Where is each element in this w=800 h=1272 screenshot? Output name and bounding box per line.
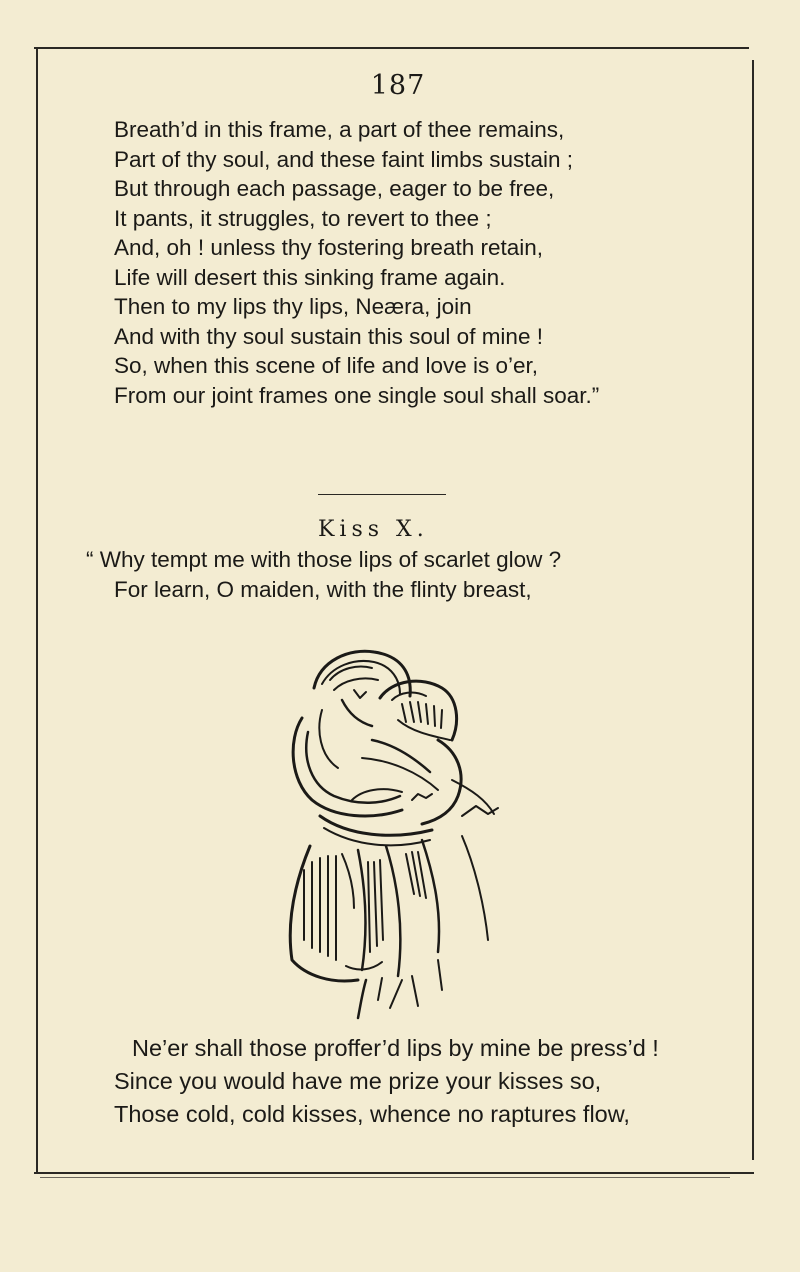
poem-line: Ne’er shall those proffer’d lips by mine be press’d ! — [132, 1035, 659, 1061]
poem-line: “ Why tempt me with those lips of scarlet glow ? — [86, 547, 562, 572]
frame-rule-left — [36, 48, 38, 1173]
embracing-figures-illustration — [262, 640, 532, 1020]
poem-line: Part of thy soul, and these faint limbs sustain ; — [114, 146, 573, 172]
poem-line: Since you would have me prize your kisses so, — [114, 1068, 602, 1094]
frame-rule-top — [34, 47, 749, 49]
poem-line: Then to my lips thy lips, Neæra, join — [114, 294, 472, 319]
poem-stanza-1 — [114, 115, 599, 410]
poem-line: From our joint frames one single soul shall soar.” — [114, 382, 600, 408]
poem-stanza-3 — [114, 1032, 659, 1131]
section-divider — [318, 494, 446, 495]
frame-rule-bottom — [34, 1172, 754, 1174]
poem-line: For learn, O maiden, with the flinty breast, — [114, 576, 532, 602]
poem-line: But through each passage, eager to be free, — [114, 176, 555, 201]
poem-line: And, oh ! unless thy fostering breath retain, — [114, 235, 544, 260]
poem-stanza-2 — [86, 545, 562, 604]
page-number: 187 — [370, 70, 426, 101]
frame-rule-right — [752, 60, 754, 1160]
poem-line: Those cold, cold kisses, whence no raptures flow, — [114, 1101, 630, 1127]
section-title: Kiss X. — [318, 517, 429, 542]
poem-line: So, when this scene of life and love is o’er, — [114, 353, 538, 378]
poem-line: Breath’d in this frame, a part of thee remains, — [114, 117, 565, 142]
poem-line: Life will desert this sinking frame again. — [114, 264, 506, 290]
poem-line: And with thy soul sustain this soul of mine ! — [114, 323, 543, 349]
poem-line: It pants, it struggles, to revert to thee ; — [114, 205, 492, 231]
frame-rule-bottom-inner — [40, 1177, 730, 1178]
